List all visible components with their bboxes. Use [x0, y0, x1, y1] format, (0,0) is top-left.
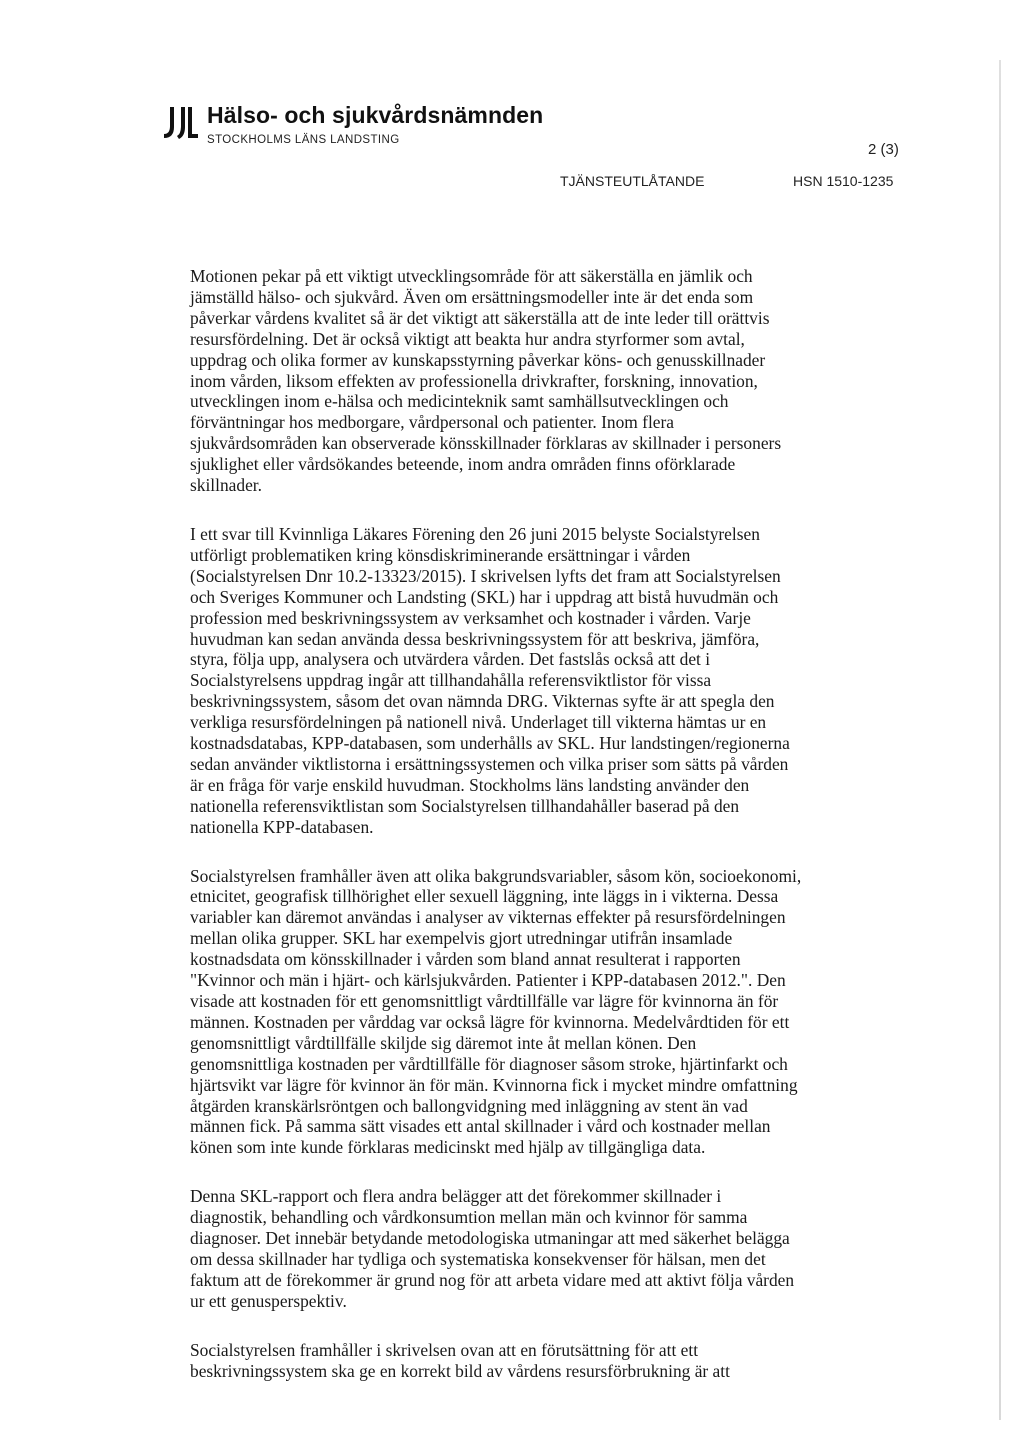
paragraph: Socialstyrelsen framhåller även att olika bakgrundsvariabler, såsom kön, socioekonomi, etnicitet, geografisk tillhörighet eller sexuell läggning, inte läggs in i vikterna. Dessa variabler kan däremot användas i analyser av vikternas effekter på resursfördelningen mellan olika grupper. SKL har exempelvis gjort utredningar utifrån insamlade kostnadsdata om könsskillnader i vården som bland annat resulterat i rapporten "Kvinnor och män i hjärt- och kärlsjukvården. Patienter i KPP-databasen 2012.". Den visade att kostnaden för ett genomsnittligt vårdtillfälle var lägre för kvinnorna än för männen. Kostnaden per vårddag var också lägre för kvinnorna. Medelvårdtiden för ett genomsnittligt vårdtillfälle skiljde sig däremot inte åt mellan könen. Den genomsnittliga kostnaden per vårdtillfälle för diagnoser såsom stroke, hjärtinfarkt och hjärtsvikt var lägre för kvinnor än för män. Kvinnorna fick i mycket mindre omfattning åtgärden kranskärlsröntgen och ballongvidgning med inläggning av stent än vad männen fick. På samma sätt visades ett antal skillnader i vård och kostnader mellan könen som inte kunde förklaras medicinskt med hjälp av tillgängliga data.	[190, 865, 802, 1158]
paragraph: Motionen pekar på ett viktigt utvecklingsområde för att säkerställa en jämlik och jämställd hälso- och sjukvård. Även om ersättningsmodeller inte är det enda som påverkar vårdens kvalitet så är det viktigt att säkerställa att de inte leder till orättvis resursfördelning. Det är också viktigt att beakta hur andra styrformer som avtal, uppdrag och olika former av kunskapsstyrning påverkar köns- och genusskillnader inom vården, liksom effekten av professionella drivkrafter, forskning, innovation, utvecklingen inom e-hälsa och medicinteknik samt samhällsutvecklingen och förväntningar hos medborgare, vårdpersonal och patienter. Inom flera sjukvårdsområden kan observerade könsskillnader förklaras av skillnader i personers sjuklighet eller vårdsökandes beteende, inom andra områden finns oförklarade skillnader.	[190, 266, 782, 496]
paragraph: I ett svar till Kvinnliga Läkares Förening den 26 juni 2015 belyste Socialstyrelsen utförligt problematiken kring könsdiskriminerande ersättningar i vården (Socialstyrelsen Dnr 10.2-13323/2015). I skrivelsen lyfts det fram att Socialstyrelsen och Sveriges Kommuner och Landsting (SKL) har i uppdrag att bistå huvudmän och profession med beskrivningssystem av verksamhet och kostnader i vården. Varje huvudman kan sedan använda dessa beskrivningssystem för att beskriva, jämföra, styra, följa upp, analysera och utvärdera vården. Det fastslås också att det i Socialstyrelsens uppdrag ingår att tillhandahålla referensviktlistor för vissa beskrivningssystem, såsom det ovan nämnda DRG. Vikternas syfte är att spegla den verkliga resursfördelningen på nationell nivå. Underlaget till vikterna hämtas ur en kostnadsdatabas, KPP-databasen, som underhålls av SKL. Hur landstingen/regionerna sedan använder viktlistorna i ersättningssystemen och vilka priser som sätts på vården är en fråga för varje enskild huvudman. Stockholms läns landsting använder den nationella referensviktlistan som Socialstyrelsen tillhandahåller baserad på den nationella KPP-databasen.	[190, 523, 790, 837]
scan-edge-line	[999, 60, 1001, 1420]
landsting-logo-icon	[160, 104, 198, 142]
org-subtitle: STOCKHOLMS LÄNS LANDSTING	[207, 134, 400, 146]
document-number: HSN 1510-1235	[793, 173, 894, 189]
body-text	[190, 266, 860, 1410]
document-type: TJÄNSTEUTLÅTANDE	[560, 173, 705, 189]
paragraph: Socialstyrelsen framhåller i skrivelsen ovan att en förutsättning för att ett beskrivningssystem ska ge en korrekt bild av vårdens resursförbrukning är att	[190, 1339, 730, 1381]
page-number: 2 (3)	[868, 141, 899, 158]
org-name: Hälso- och sjukvårdsnämnden	[207, 102, 544, 128]
paragraph: Denna SKL-rapport och flera andra belägger att det förekommer skillnader i diagnostik, behandling och vårdkonsumtion mellan män och kvinnor för samma diagnoser. Det innebär betydande metodologiska utmaningar att med säkerhet belägga om dessa skillnader har tydliga och systematiska konsekvenser för hälsan, men det faktum att de förekommer är grund nog för att arbeta vidare med att aktivt följa vården ur ett genusperspektiv.	[190, 1186, 795, 1311]
